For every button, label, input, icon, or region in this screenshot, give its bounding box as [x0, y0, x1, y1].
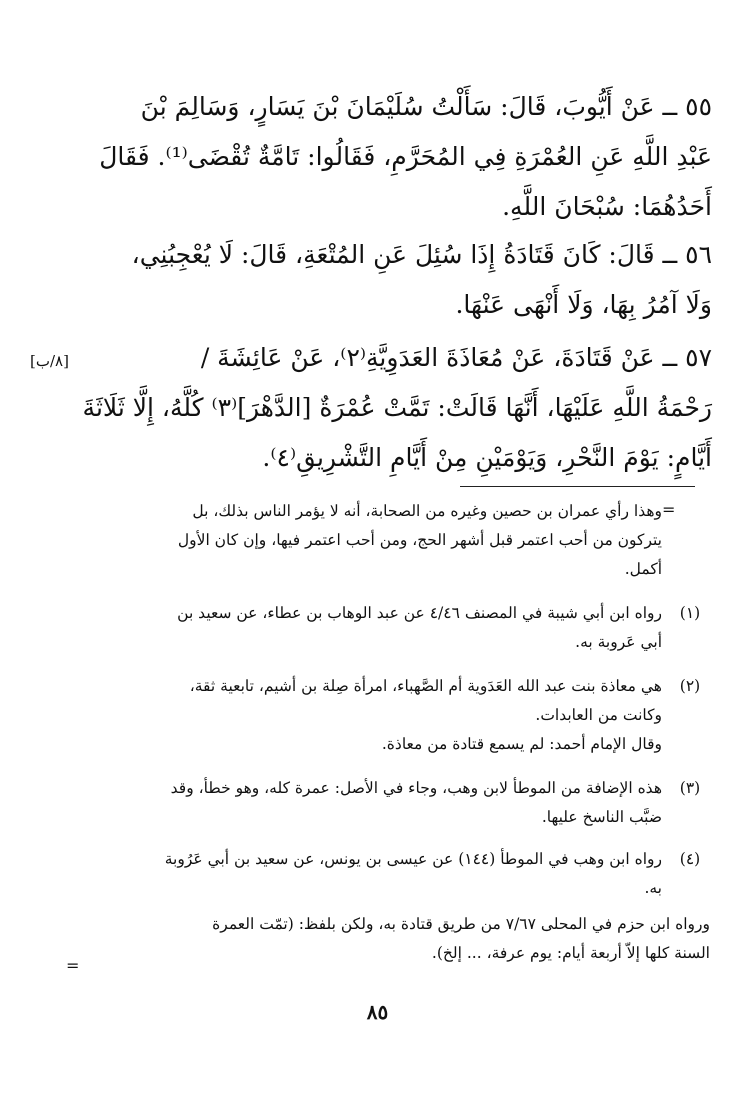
footnote-4 — [70, 845, 710, 903]
footnote-number: (٢) — [679, 677, 701, 695]
text-line: رَحْمَةُ اللَّهِ عَلَيْهَا، أَنَّهَا قَالَتْ: تَمَّتْ عُمْرَةٌ [الدَّهْرَ]⁽٣⁾ كُلَّهُ، إِلَّا ثَلَاثَةَ — [82, 393, 712, 422]
footnote-line: يتركون من أحب اعتمر قبل أشهر الحج، ومن أحب اعتمر فيها، وإن كان الأول — [177, 531, 662, 549]
hadith-57 — [72, 333, 712, 483]
footnote-line: ورواه ابن حزم في المحلى ٧/٦٧ من طريق قتادة به، ولكن بلفظ: (تمّت العمرة — [212, 915, 710, 933]
footnote-line: به. — [644, 879, 662, 897]
footnote-number: (١) — [679, 604, 701, 622]
hadith-56 — [72, 230, 712, 330]
footnote-4-continued — [70, 910, 710, 968]
footnote-2 — [70, 672, 710, 759]
footnote-line: وقال الإمام أحمد: لم يسمع قتادة من معاذة. — [381, 735, 662, 753]
footnote-line: هذه الإضافة من الموطأ لابن وهب، وجاء في الأصل: عمرة كله، وهو خطأ، وقد — [170, 779, 662, 797]
text-line: ٥٧ ــ عَنْ قَتَادَةَ، عَنْ مُعَاذَةَ العَدَوِيَّةِ⁽٢⁾، عَنْ عَائِشَةَ / — [200, 343, 712, 372]
footnote-line: رواه ابن أبي شيبة في المصنف ٤/٤٦ عن عبد الوهاب بن عطاء، عن سعيد بن — [177, 604, 662, 622]
footnote-line: هي معاذة بنت عبد الله العَدَوية أم الصَّهباء، امرأة صِلة بن أشيم، تابعية ثقة، — [189, 677, 662, 695]
footnote-line: وهذا رأي عمران بن حصين وغيره من الصحابة، أنه لا يؤمر الناس بذلك، بل — [192, 502, 662, 520]
continuation-mark-bottom: = — [66, 956, 80, 975]
page-number: ٨٥ — [366, 1000, 389, 1024]
footnote-1 — [70, 599, 710, 657]
footnote-number: (٣) — [679, 779, 701, 797]
footnote-divider — [460, 486, 695, 487]
continuation-mark-top: = — [662, 500, 676, 519]
text-line: وَلَا آمُرُ بِهَا، وَلَا أَنْهَى عَنْهَا. — [455, 290, 712, 319]
footnote-line: وكانت من العابدات. — [535, 706, 662, 724]
footnote-3 — [70, 774, 710, 832]
footnote-line: رواه ابن وهب في الموطأ (١٤٤) عن عيسى بن يونس، عن سعيد بن أبي عَرُوبة — [164, 850, 662, 868]
footnote-continuation — [70, 497, 710, 584]
text-line: ٥٦ ــ قَالَ: كَانَ قَتَادَةُ إِذَا سُئِلَ عَنِ المُتْعَةِ، قَالَ: لَا يُعْجِبُنِي، — [131, 240, 712, 269]
folio-marker: [٨/ب] — [30, 352, 69, 370]
text-line: ٥٥ ــ عَنْ أَيُّوبَ، قَالَ: سَأَلْتُ سُلَيْمَانَ بْنَ يَسَارٍ، وَسَالِمَ بْنَ — [140, 92, 712, 121]
text-line: عَبْدِ اللَّهِ عَنِ العُمْرَةِ فِي المُحَرَّمِ، فَقَالُوا: تَامَّةٌ تُقْضَى⁽¹⁾. فَقَالَ — [99, 142, 712, 171]
footnote-line: أبي عَروبة به. — [575, 633, 662, 651]
footnote-line: أكمل. — [624, 560, 662, 578]
text-line: أَحَدُهُمَا: سُبْحَانَ اللَّهِ. — [502, 192, 712, 221]
hadith-55 — [72, 82, 712, 232]
footnote-line: ضبَّب الناسخ عليها. — [541, 808, 662, 826]
text-line: أَيَّامٍ: يَوْمَ النَّحْرِ، وَيَوْمَيْنِ مِنْ أَيَّامِ التَّشْرِيقِ⁽٤⁾. — [262, 443, 712, 472]
footnote-number: (٤) — [679, 850, 701, 868]
footnote-line: السنة كلها إلاّ أربعة أيام: يوم عرفة، ... إلخ). — [431, 944, 710, 962]
